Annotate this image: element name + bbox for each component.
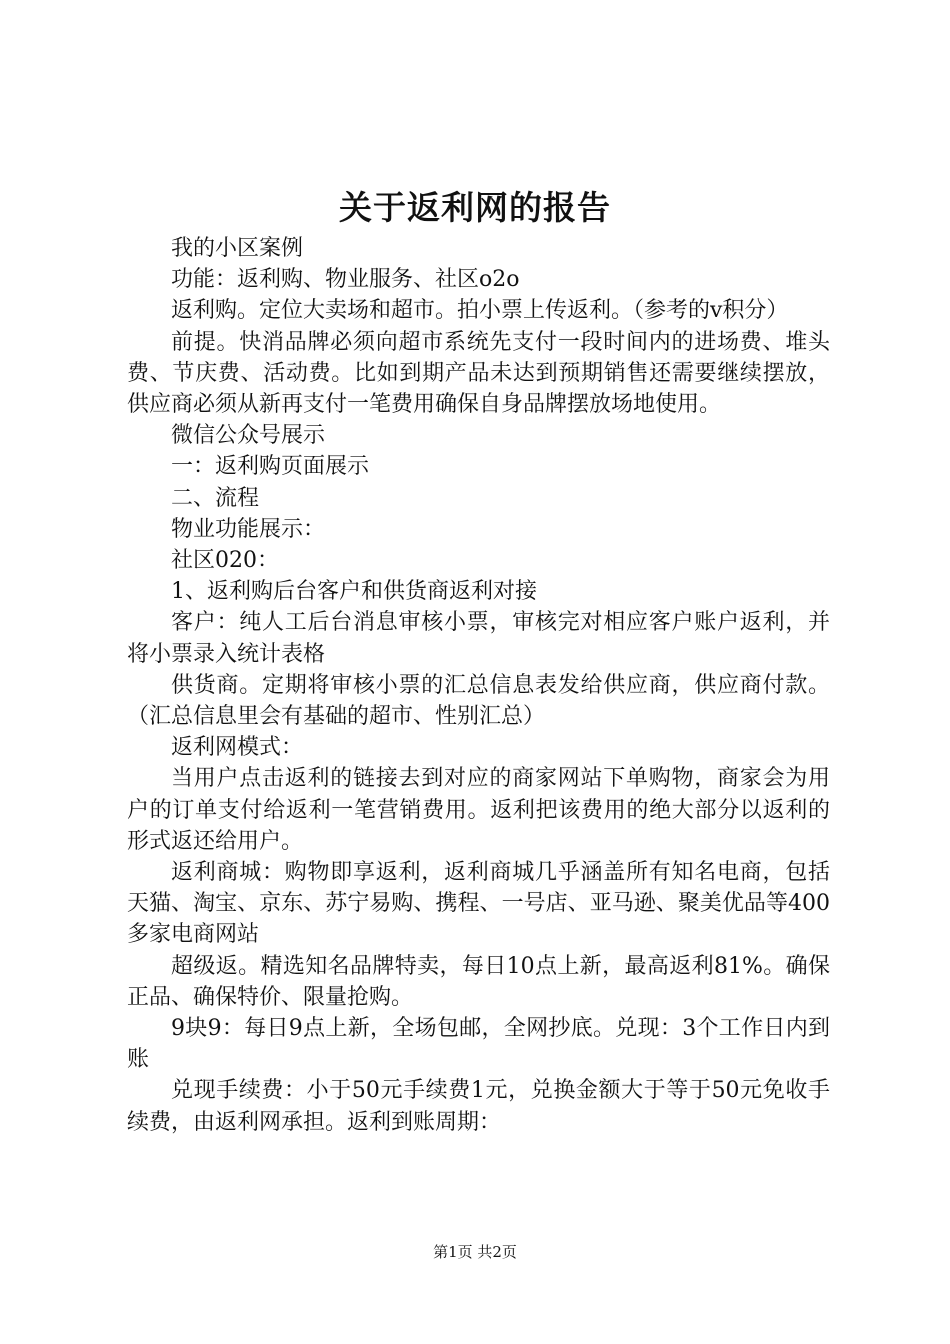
document-title: 关于返利网的报告 <box>339 188 611 227</box>
paragraph-page-display: 一：返利购页面展示 <box>171 454 370 480</box>
paragraph-features: 功能：返利购、物业服务、社区o2o <box>171 267 520 293</box>
paragraph-model: 返利网模式： <box>171 735 304 761</box>
paragraph-supplier: 供货商。定期将审核小票的汇总信息表发给供应商，供应商付款。（汇总信息里会有基础的超市、性别汇总） <box>127 672 830 730</box>
paragraph-property: 物业功能展示： <box>171 516 326 542</box>
paragraph-model-detail: 当用户点击返利的链接去到对应的商家网站下单购物，商家会为用户的订单支付给返利一笔营销费用。返利把该费用的绝大部分以返利的形式返还给用户。 <box>127 766 830 854</box>
paragraph-wechat: 微信公众号展示 <box>171 423 326 449</box>
document-body <box>127 233 830 1138</box>
paragraph-super-rebate: 超级返。精选知名品牌特卖，每日10点上新，最高返利81%。确保正品、确保特价、限量抢购。 <box>127 953 830 1010</box>
paragraph-case: 我的小区案例 <box>171 236 304 261</box>
paragraph-customer: 客户：纯人工后台消息审核小票，审核完对相应客户账户返利，并将小票录入统计表格 <box>127 610 830 667</box>
paragraph-backend: 1、返利购后台客户和供货商返利对接 <box>171 579 537 605</box>
paragraph-mall: 返利商城：购物即享返利，返利商城几乎涵盖所有知名电商，包括天猫、淘宝、京东、苏宁易购、携程、一号店、亚马逊、聚美优品等400多家电商网站 <box>127 860 830 948</box>
paragraph-nine-nine: 9块9：每日9点上新，全场包邮，全网抄底。兑现：3个工作日内到账 <box>127 1016 830 1073</box>
paragraph-rebate-purchase: 返利购。定位大卖场和超市。拍小票上传返利。（参考的v积分） <box>171 298 789 324</box>
paragraph-premise: 前提。快消品牌必须向超市系统先支付一段时间内的进场费、堆头费、节庆费、活动费。比如到期产品未达到预期销售还需要继续摆放，供应商必须从新再支付一笔费用确保自身品牌摆放场地使用。 <box>127 329 830 418</box>
paragraph-process: 二、流程 <box>171 485 260 511</box>
page-number: 第1页 共2页 <box>433 1243 517 1261</box>
paragraph-fee: 兑现手续费：小于50元手续费1元，兑换金额大于等于50元免收手续费，由返利网承担。返利到账周期： <box>127 1078 830 1135</box>
paragraph-community: 社区020： <box>171 548 279 574</box>
